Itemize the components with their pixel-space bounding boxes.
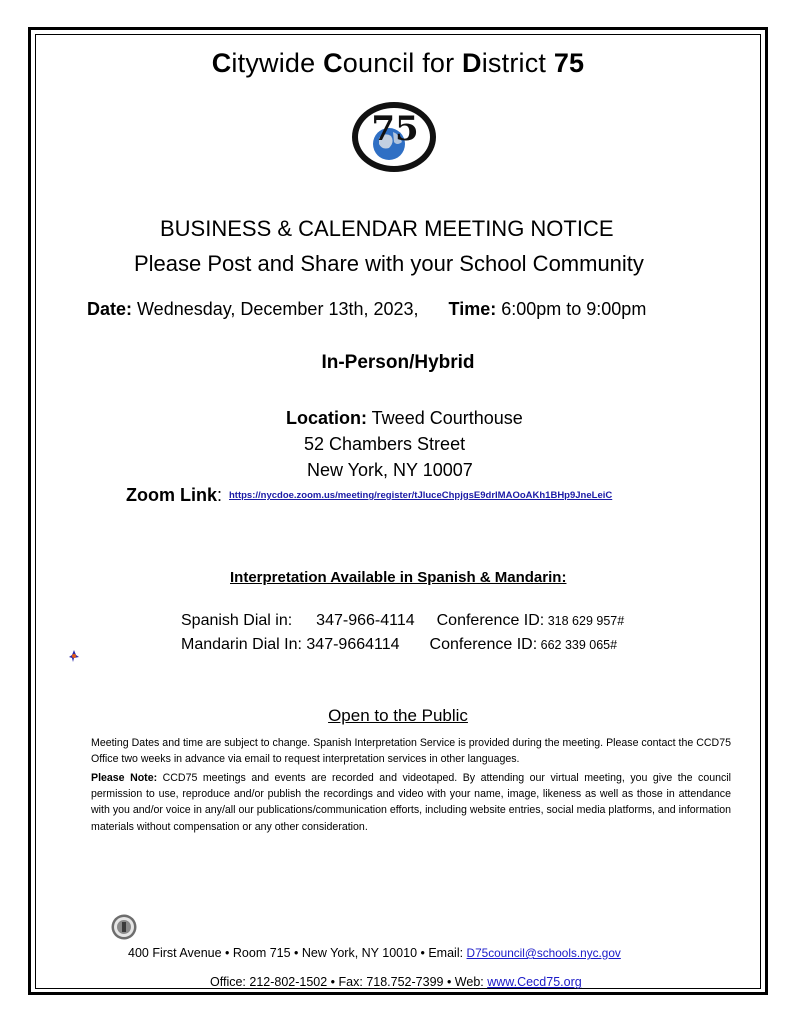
interpretation-heading: Interpretation Available in Spanish & Mandarin: (230, 569, 567, 586)
mandarin-dial-line: Mandarin Dial In: 347-9664114 Conference ID: 662 339 065# (181, 636, 618, 653)
footer-email-link[interactable]: D75council@schools.nyc.gov (466, 946, 621, 960)
district-75-logo (349, 98, 439, 176)
notice-subheading: Please Post and Share with your School Community (134, 251, 644, 276)
location-city: New York, NY 10007 (307, 460, 473, 480)
recording-notice: Please Note: CCD75 meetings and events are recorded and videotaped. By attending our virtual meeting, you give the council permission to use, reproduce and/or publish the recordings and video with your name, image, likeness as well as those in attendance with you and/or voice in any/all our publications/communication efforts, including website entries, social media platforms, and information materials without compensation or any other consideration. (91, 772, 732, 833)
svg-text:75: 75 (371, 109, 419, 149)
footer-web-link[interactable]: www.Cecd75.org (487, 975, 582, 989)
zoom-link[interactable]: https://nycdoe.zoom.us/meeting/register/tJluceChpjgsE9drIMAOoAKh1BHp9JneLeiC (229, 490, 613, 501)
page-border-inner (35, 34, 761, 989)
notice-heading: BUSINESS & CALENDAR MEETING NOTICE (160, 216, 614, 241)
schedule-disclaimer: Meeting Dates and time are subject to change. Spanish Interpretation Service is provided during the meeting. Please contact the CCD75 Office two weeks in advance via email to request interpretation services in other languages. (91, 737, 731, 766)
open-to-public-heading: Open to the Public (328, 706, 468, 725)
zoom-label: Zoom Link: (126, 485, 223, 505)
location-line: Location: Tweed Courthouse (286, 408, 523, 428)
footer-address: 400 First Avenue • Room 715 • New York, NY 10010 • Email: D75council@schools.nyc.gov (128, 946, 621, 960)
pushpin-icon (69, 650, 79, 662)
page-title: Citywide Council for District 75 (211, 48, 585, 78)
meeting-format: In-Person/Hybrid (321, 352, 475, 373)
date-time-line: Date: Wednesday, December 13th, 2023, Time: 6:00pm to 9:00pm (87, 299, 647, 319)
footer-contact: Office: 212-802-1502 • Fax: 718.752-7399 • Web: www.Cecd75.org (210, 975, 582, 989)
spanish-dial-line: Spanish Dial in: 347-966-4114 Conference ID: 318 629 957# (181, 612, 625, 629)
nyc-seal-icon (111, 914, 137, 940)
location-street: 52 Chambers Street (304, 434, 466, 454)
